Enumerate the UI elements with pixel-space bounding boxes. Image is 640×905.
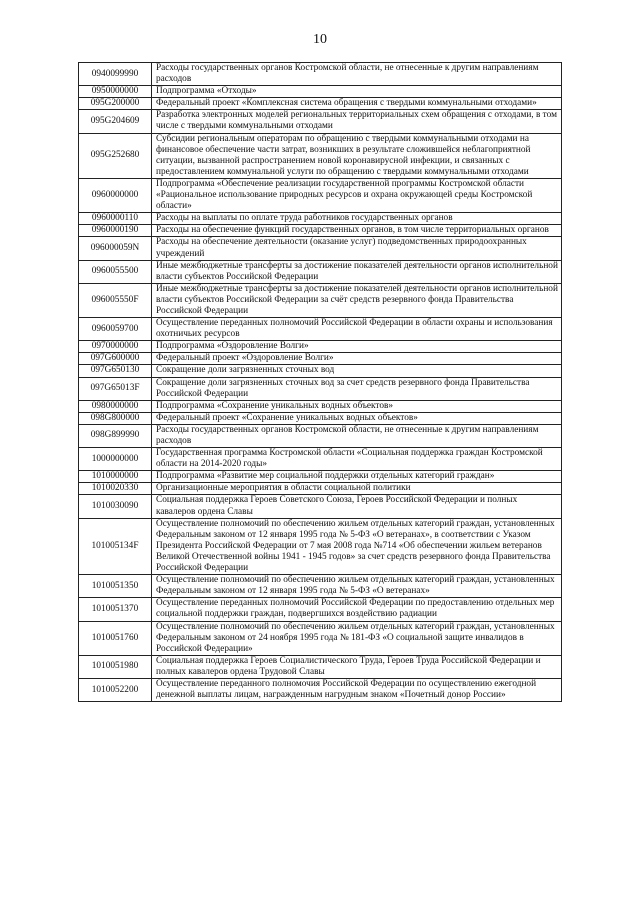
description-cell: Расходы государственных органов Костромской области, не отнесенные к другим направлениям расходов [152,424,562,447]
code-cell: 096005550F [79,283,152,317]
description-cell: Расходы государственных органов Костромской области, не отнесенные к другим направлениям расходов [152,63,562,86]
code-cell: 0960000000 [79,178,152,212]
table-row [79,98,562,110]
table-row [79,598,562,621]
table-row [79,237,562,260]
table-row [79,518,562,574]
table-body [79,63,562,702]
description-cell: Осуществление полномочий по обеспечению жильем отдельных категорий граждан, установленных Федеральным законом от 12 января 1995 года № 5-ФЗ «О ветеранах», в соответствии с Указом Президента Российской Федерации от 7 мая 2008 года №714 «Об обеспечении жильем ветеранов Великой Отечественной войны 1941 - 1945 годов» за счет средств резервного фонда Правительства Российской Федерации [152,518,562,574]
code-cell: 0960000190 [79,225,152,237]
table-row [79,86,562,98]
code-cell: 0960059700 [79,318,152,341]
table-row [79,63,562,86]
code-cell: 1010051350 [79,575,152,598]
page-number: 10 [313,32,327,47]
code-cell: 0950000000 [79,86,152,98]
description-cell: Государственная программа Костромской области «Социальная поддержка граждан Костромской области на 2014-2020 годы» [152,448,562,471]
table-row [79,110,562,133]
description-cell: Осуществление переданных полномочий Российской Федерации в области охраны и использования охотничьих ресурсов [152,318,562,341]
description-cell: Социальная поддержка Героев Социалистического Труда, Героев Труда Российской Федерации и полных кавалеров ордена Трудовой Славы [152,655,562,678]
description-cell: Подпрограмма «Сохранение уникальных водных объектов» [152,400,562,412]
description-cell: Сокращение доли загрязненных сточных вод за счет средств резервного фонда Правительства Российской Федерации [152,377,562,400]
table-row [79,412,562,424]
description-cell: Осуществление полномочий по обеспечению жильем отдельных категорий граждан, установленных Федеральным законом от 12 января 1995 года № 5-ФЗ «О ветеранах» [152,575,562,598]
table-row [79,655,562,678]
description-cell: Осуществление переданных полномочий Российской Федерации по предоставлению отдельных мер социальной поддержки граждан, подвергшихся воздействию радиации [152,598,562,621]
description-cell: Осуществление переданного полномочия Российской Федерации по осуществлению ежегодной денежной выплаты лицам, награжденным нагрудным знаком «Почетный донор России» [152,678,562,701]
table-row [79,400,562,412]
description-cell: Подпрограмма «Развитие мер социальной поддержки отдельных категорий граждан» [152,471,562,483]
description-cell: Сокращение доли загрязненных сточных вод [152,365,562,377]
table-row [79,575,562,598]
code-cell: 1010020330 [79,483,152,495]
code-cell: 098G800000 [79,412,152,424]
description-cell: Расходы на обеспечение деятельности (оказание услуг) подведомственных природоохранных учреждений [152,237,562,260]
code-cell: 097G650130 [79,365,152,377]
description-cell: Организационные мероприятия в области социальной политики [152,483,562,495]
table-row [79,621,562,655]
description-cell: Иные межбюджетные трансферты за достижение показателей деятельности органов исполнительной власти субъектов Российской Федерации [152,260,562,283]
table-row [79,678,562,701]
description-cell: Иные межбюджетные трансферты за достижение показателей деятельности органов исполнительной власти субъектов Российской Федерации за счёт средств резервного фонда Правительства Российской Федерации [152,283,562,317]
code-cell: 1010051980 [79,655,152,678]
table-row [79,483,562,495]
code-cell: 097G600000 [79,353,152,365]
table-row [79,365,562,377]
code-cell: 1000000000 [79,448,152,471]
table-row [79,133,562,178]
table-row [79,283,562,317]
code-cell: 097G65013F [79,377,152,400]
table-row [79,448,562,471]
budget-codes-table [78,62,562,702]
table-row [79,225,562,237]
code-cell: 0960055500 [79,260,152,283]
code-cell: 0980000000 [79,400,152,412]
description-cell: Подпрограмма «Отходы» [152,86,562,98]
description-cell: Расходы на обеспечение функций государственных органов, в том числе территориальных органов [152,225,562,237]
description-cell: Субсидии региональным операторам по обращению с твердыми коммунальными отходами на финансовое обеспечение части затрат, возникших в результате сложившейся неблагоприятной ситуации, вызванной распространением новой коронавирусной инфекции, и связанных с предоставлением коммунальной услуги по обращению с твердыми коммунальными отходами [152,133,562,178]
description-cell: Социальная поддержка Героев Советского Союза, Героев Российской Федерации и полных кавалеров ордена Славы [152,495,562,518]
description-cell: Осуществление полномочий по обеспечению жильем отдельных категорий граждан, установленных Федеральным законом от 24 ноября 1995 года № 181-ФЗ «О социальной защите инвалидов в Российской Федерации» [152,621,562,655]
table-row [79,424,562,447]
table-row [79,353,562,365]
code-cell: 095G252680 [79,133,152,178]
code-cell: 095G204609 [79,110,152,133]
code-cell: 098G899990 [79,424,152,447]
table-row [79,318,562,341]
description-cell: Федеральный проект «Комплексная система обращения с твердыми коммунальными отходами» [152,98,562,110]
table-row [79,495,562,518]
table-row [79,377,562,400]
description-cell: Разработка электронных моделей региональных территориальных схем обращения с отходами, в том числе с твердыми коммунальными отходами [152,110,562,133]
code-cell: 1010051760 [79,621,152,655]
table-row [79,213,562,225]
table-row [79,341,562,353]
code-cell: 0970000000 [79,341,152,353]
description-cell: Подпрограмма «Оздоровление Волги» [152,341,562,353]
code-cell: 1010000000 [79,471,152,483]
code-cell: 1010051370 [79,598,152,621]
code-cell: 095G200000 [79,98,152,110]
table-row [79,260,562,283]
table-row [79,471,562,483]
description-cell: Подпрограмма «Обеспечение реализации государственной программы Костромской области «Рациональное использование природных ресурсов и охрана окружающей среды Костромской области» [152,178,562,212]
table-row [79,178,562,212]
code-cell: 101005134F [79,518,152,574]
description-cell: Расходы на выплаты по оплате труда работников государственных органов [152,213,562,225]
description-cell: Федеральный проект «Сохранение уникальных водных объектов» [152,412,562,424]
code-cell: 0940099990 [79,63,152,86]
code-cell: 096000059N [79,237,152,260]
code-cell: 0960000110 [79,213,152,225]
code-cell: 1010052200 [79,678,152,701]
code-cell: 1010030090 [79,495,152,518]
description-cell: Федеральный проект «Оздоровление Волги» [152,353,562,365]
